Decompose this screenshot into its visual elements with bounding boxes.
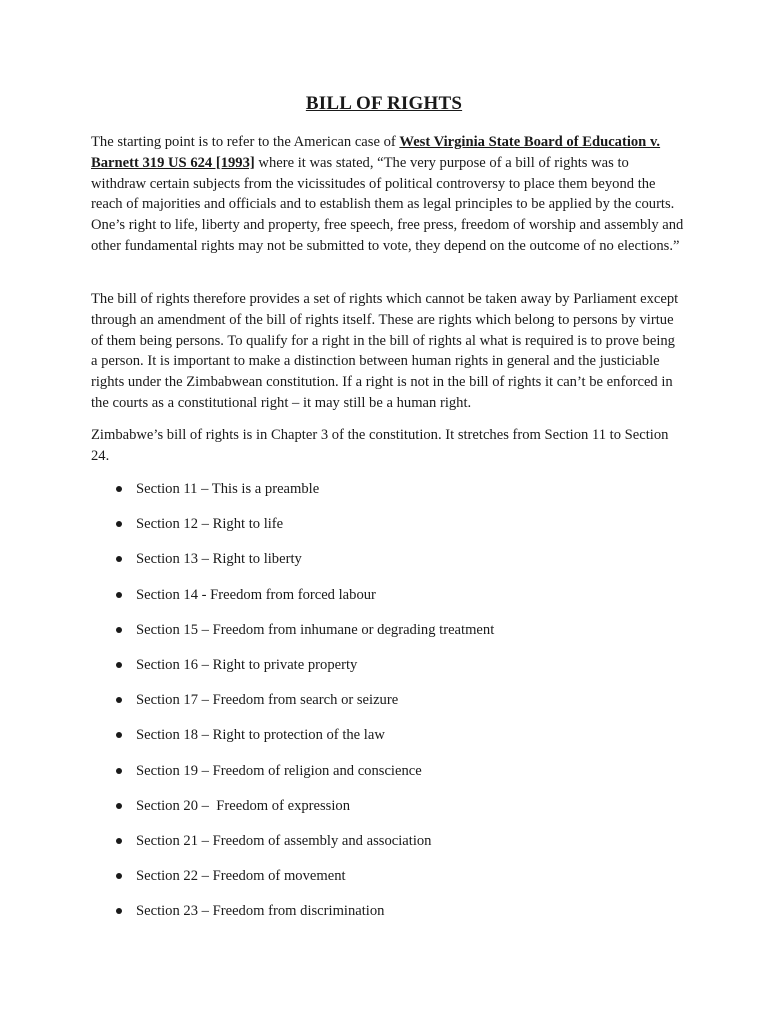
section-label: Section 15 – Freedom from inhumane or degrading treatment [136, 621, 495, 638]
bullet-icon [116, 768, 122, 774]
list-item-section-19 [112, 761, 672, 796]
list-item-section-15 [112, 620, 672, 655]
section-label: Section 17 – Freedom from search or seizure [136, 692, 399, 709]
bullet-icon [116, 556, 122, 562]
paragraph-case-reference [91, 132, 685, 257]
list-item-section-11 [112, 479, 672, 514]
list-item-section-20 [112, 796, 672, 831]
bullet-icon [116, 803, 122, 809]
bullet-icon [116, 592, 122, 598]
paragraph-quote-text: where it was stated, “The very purpose of a bill of rights was to withdraw certain subjects from the vicissitudes of political controversy to place them beyond the reach of majorities and officials and to establish them as legal principles to be applied by the courts. One’s right to life, liberty and property, free speech, free press, freedom of worship and assembly and other fundamental rights may not be submitted to vote, they depend on the outcome of no elections.” [91, 154, 684, 254]
bullet-icon [116, 697, 122, 703]
section-label: Section 20 – Freedom of expression [136, 797, 351, 814]
bullet-icon [116, 732, 122, 738]
bullet-icon [116, 662, 122, 668]
section-label: Section 21 – Freedom of assembly and association [136, 832, 432, 849]
section-label: Section 14 - Freedom from forced labour [136, 586, 376, 603]
paragraph-bill-of-rights-purpose: The bill of rights therefore provides a set of rights which cannot be taken away by Parliament except through an amendment of the bill of rights itself. These are rights which belong to persons by virtue of them being persons. To qualify for a right in the bill of rights al what is required is to prove being a person. It is important to make a distinction between human rights in general and the justiciable rights under the Zimbabwean constitution. If a right is not in the bill of rights it can’t be enforced in the courts as a constitutional right – it may still be a human right. [91, 291, 679, 411]
bullet-icon [116, 908, 122, 914]
section-label: Section 16 – Right to private property [136, 656, 358, 673]
bullet-icon [116, 486, 122, 492]
list-item-section-17 [112, 690, 672, 725]
section-label: Section 11 – This is a preamble [136, 481, 320, 497]
bullet-icon [116, 521, 122, 527]
list-item-section-14 [112, 585, 672, 620]
section-label: Section 18 – Right to protection of the law [136, 727, 385, 744]
section-label: Section 23 – Freedom from discrimination [136, 903, 385, 920]
paragraph-intro-text: The starting point is to refer to the American case of [91, 134, 400, 150]
section-label: Section 22 – Freedom of movement [136, 868, 346, 885]
list-item-section-23 [112, 901, 672, 936]
document-title: BILL OF RIGHTS [305, 93, 463, 114]
case-citation: West Virginia State Board of Education v. Barnett 319 US 624 [1993] [91, 134, 661, 171]
paragraph-chapter-reference: Zimbabwe’s bill of rights is in Chapter 3 of the constitution. It stretches from Section 11 to Section 24. [91, 427, 669, 464]
section-label: Section 19 – Freedom of religion and conscience [136, 762, 422, 779]
list-item-section-12 [112, 514, 672, 549]
list-item-section-18 [112, 725, 672, 760]
sections-list [112, 479, 672, 936]
list-item-section-21 [112, 831, 672, 866]
bullet-icon [116, 873, 122, 879]
section-label: Section 12 – Right to life [136, 516, 284, 533]
list-item-section-13 [112, 549, 672, 584]
bullet-icon [116, 627, 122, 633]
section-label: Section 13 – Right to liberty [136, 551, 302, 568]
bullet-icon [116, 838, 122, 844]
list-item-section-22 [112, 866, 672, 901]
list-item-section-16 [112, 655, 672, 690]
